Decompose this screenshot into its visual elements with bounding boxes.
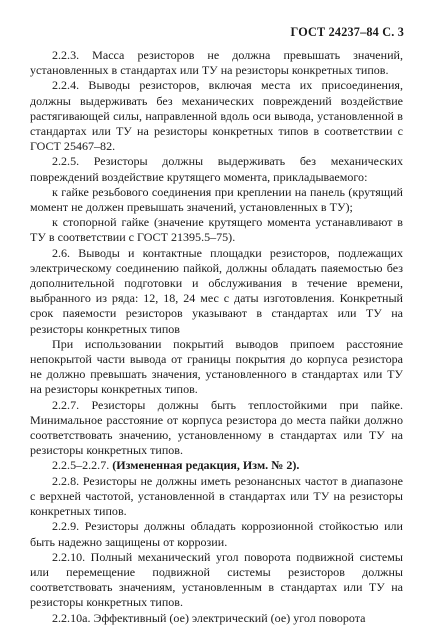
clause-2-2-8: 2.2.8. Резисторы не должны иметь резонансных частот в диапазоне с верхней частотой, установленной в стандартах или ТУ на резисторы конкретных типов. [30, 473, 403, 519]
clause-2-2-9: 2.2.9. Резисторы должны обладать коррозионной стойкостью или быть надежно защищены от коррозии. [30, 519, 403, 549]
clause-2-2-5-item-panel-nut: к гайке резьбового соединения при креплении на панель (крутящий момент не должен превышать значений, установленных в ТУ); [30, 184, 403, 215]
clause-2-2-10: 2.2.10. Полный механический угол поворота подвижной системы или перемещение подвижной системы резисторов должны соответствовать значениям, установленным в стандартах или ТУ на резисторы конкретных типов. [30, 549, 403, 610]
clause-2-2-5-item-lock-nut: к стопорной гайке (значение крутящего момента устанавливают в ТУ в соответствии с ГОСТ 21395.5–75). [30, 215, 403, 245]
clause-2-2-10a: 2.2.10а. Эффективный (ое) электрический (ое) угол поворота [52, 610, 366, 625]
clause-2-6: 2.6. Выводы и контактные площадки резисторов, подлежащих электрическому соединению пайкой, должны обладать паяемостью без дополнительной подготовки и обслуживания в течение времени, выбранного из ряда: 12, 18, 24 мес с даты изготовления. Конкретный срок паяемости резисторов указывают в стандартах или ТУ на резисторы конкретных типов [30, 245, 403, 336]
document-body [30, 48, 403, 626]
amendment-text: (Измененная редакция, Изм. № 2). [112, 458, 300, 473]
clause-2-6-coating-note: При использовании покрытий выводов припоем расстояние непокрытой части вывода от границы покрытия до корпуса резистора не должно превышать значения, установленного в стандартах или ТУ на резисторы конкретных типов. [30, 336, 403, 397]
amendment-note [30, 458, 403, 473]
clause-2-2-3: 2.2.3. Масса резисторов не должна превышать значений, установленных в стандартах или ТУ на резисторы конкретных типов. [30, 48, 403, 78]
clause-2-2-7: 2.2.7. Резисторы должны быть теплостойкими при пайке. Минимальное расстояние от корпуса резистора до места пайки должно соответствовать значению, установленному в стандартах или ТУ на резисторы конкретных типов. [30, 397, 403, 458]
amendment-prefix: 2.2.5–2.2.7. [52, 458, 113, 473]
clause-2-2-5: 2.2.5. Резисторы должны выдерживать без механических повреждений воздействие крутящего момента, прикладываемого: [30, 154, 403, 184]
page-header: ГОСТ 24237–84 С. 3 [290, 25, 404, 39]
clause-2-2-4: 2.2.4. Выводы резисторов, включая места их присоединения, должны выдерживать без механических повреждений воздействие растягивающей силы, направленной вдоль оси вывода, установленной в стандартах или ТУ на резисторы конкретных типов в соответствии с ГОСТ 25467–82. [30, 78, 403, 154]
